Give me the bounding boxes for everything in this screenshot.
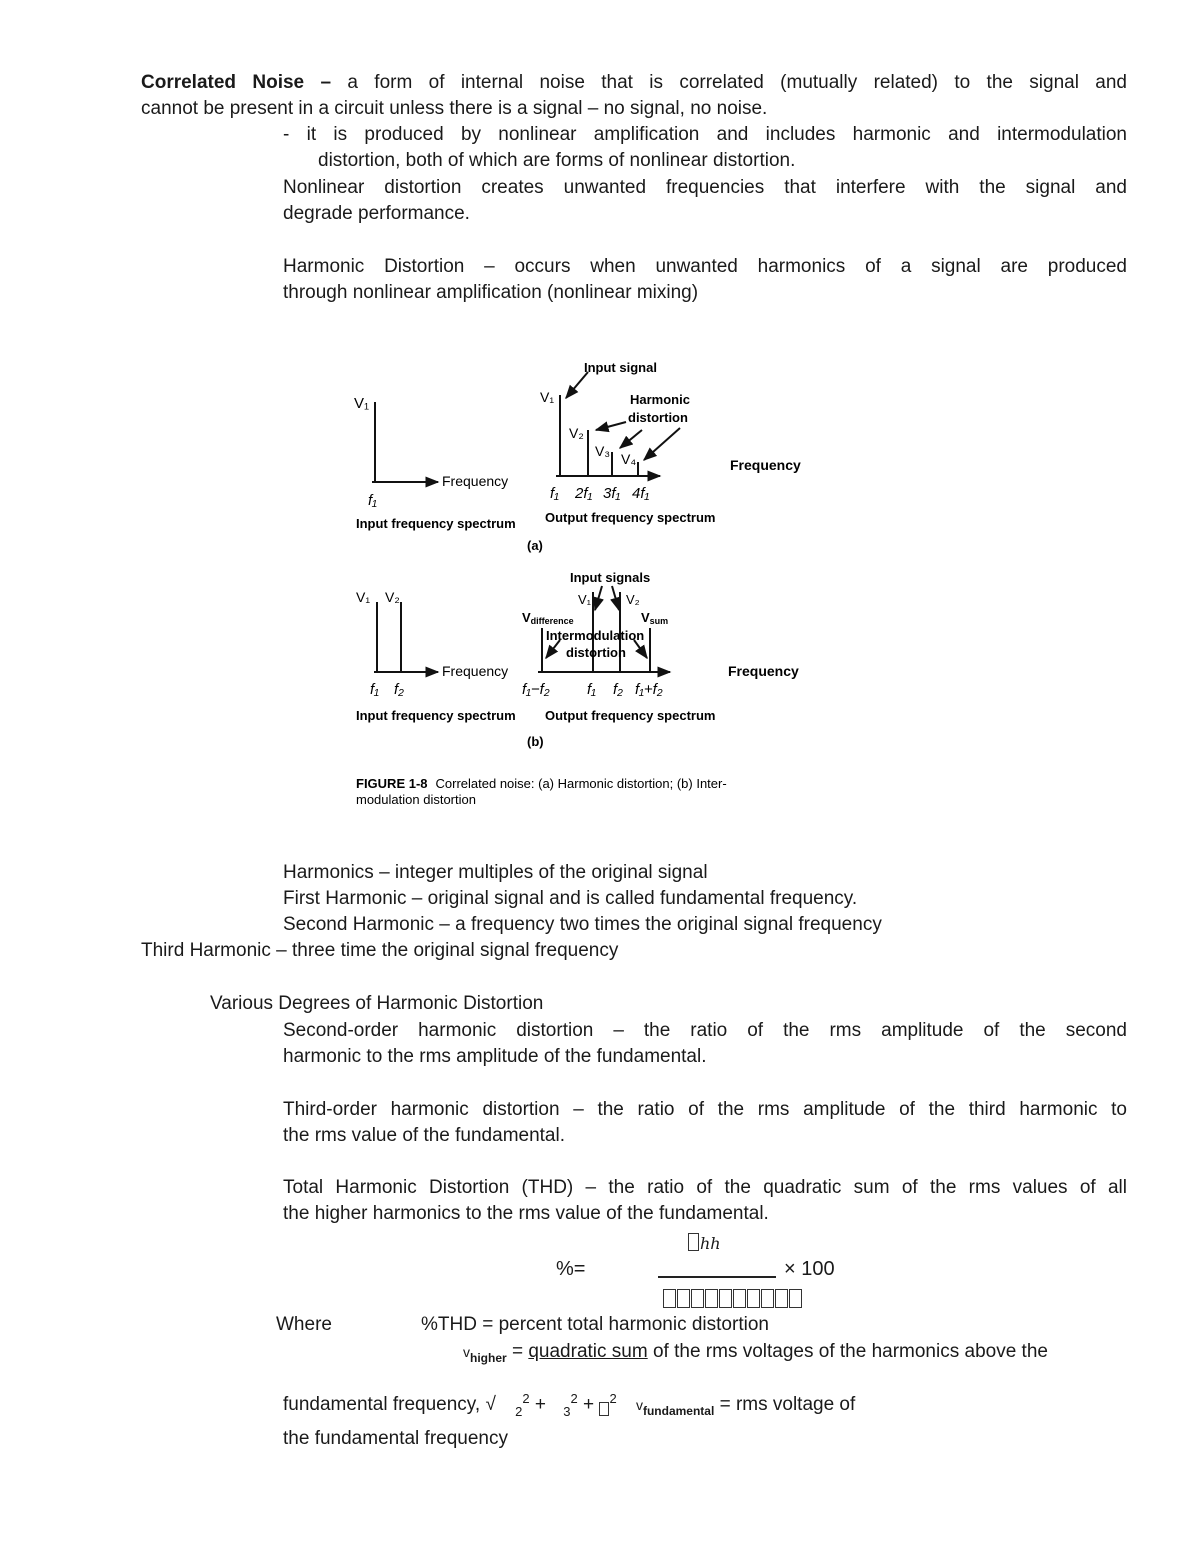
formula-box-icon-2 xyxy=(599,1402,609,1416)
second-order-line-2: harmonic to the rms amplitude of the fundamental. xyxy=(283,1046,707,1067)
formula-fraction-bar xyxy=(658,1276,776,1278)
second-order-line-1: Second-order harmonic distortion – the ratio of the rms amplitude of the second xyxy=(283,1020,1127,1041)
harmonic-arrow-2 xyxy=(620,430,642,448)
thd-line-1: Total Harmonic Distortion (THD) – the ratio of the quadratic sum of the rms values of all xyxy=(283,1177,1127,1198)
formula-lhs: %= xyxy=(556,1258,586,1280)
fig-a-frequency: Frequency xyxy=(442,473,509,489)
intro-text: a form of internal noise that is correlated (mutually related) to the signal and xyxy=(347,72,1127,93)
fig-a-distortion: distortion xyxy=(628,410,688,425)
harmonic-distortion-line-2: through nonlinear amplification (nonlinear mixing) xyxy=(283,282,699,303)
fig-a-out-4f1: 4f₁ xyxy=(632,485,650,502)
fig-b-in-f1: f₁ xyxy=(370,681,379,698)
fig-b-input-signals: Input signals xyxy=(570,570,651,585)
harmonic-arrow-1 xyxy=(596,422,626,430)
fig-a-f1: f₁ xyxy=(368,492,377,509)
second-harmonic: Second Harmonic – a frequency two times the original signal frequency xyxy=(283,914,882,935)
figure-caption-line-2: modulation distortion xyxy=(356,792,476,807)
fig-b-input-caption: Input frequency spectrum xyxy=(356,708,516,723)
formula-box-icon xyxy=(688,1233,699,1251)
fig-a-out-3f1: 3f₁ xyxy=(603,485,621,502)
intro-line-2: cannot be present in a circuit unless there is a signal – no signal, no noise. xyxy=(141,98,768,119)
third-harmonic: Third Harmonic – three time the original signal frequency xyxy=(141,940,619,961)
intro-line-1 xyxy=(141,71,1127,95)
where-label: Where xyxy=(276,1314,332,1335)
harmonic-distortion-line-1: Harmonic Distortion – occurs when unwanted harmonics of a signal are produced xyxy=(283,256,1127,277)
fig-b-distortion: distortion xyxy=(566,645,626,660)
fig-b-out-diff: f₁−f₂ xyxy=(522,681,550,698)
fig-b-out-f2: f₂ xyxy=(613,681,623,698)
fundamental-line-2: the fundamental frequency xyxy=(283,1428,508,1449)
formula-numerator: ℎℎ xyxy=(688,1232,721,1256)
input-signals-arrow-2 xyxy=(612,586,619,610)
fig-b-vsum: Vsum xyxy=(641,610,669,626)
formula-denominator xyxy=(663,1289,802,1307)
fig-b-right-frequency: Frequency xyxy=(728,663,799,679)
third-order-line-1: Third-order harmonic distortion – the ratio of the rms amplitude of the third harmonic to xyxy=(283,1099,1127,1120)
thd-line-2: the higher harmonics to the rms value of the fundamental. xyxy=(283,1203,769,1224)
fig-b-frequency: Frequency xyxy=(442,663,509,679)
thd-definition: %THD = percent total harmonic distortion xyxy=(421,1314,769,1335)
fig-b-vdiff: Vdifference xyxy=(522,610,574,626)
fundamental-line: fundamental frequency, √ $_2^2$ + $_3^2$ + $^2$ $v_{fundamental}$ = rms voltage of xyxy=(283,1391,856,1419)
fig-a-out-v3: V₃ xyxy=(595,443,611,459)
fig-b-in-v2: V₂ xyxy=(385,589,400,605)
degrees-heading: Various Degrees of Harmonic Distortion xyxy=(210,993,544,1014)
produced-line-1: - it is produced by nonlinear amplification and includes harmonic and intermodulation xyxy=(283,124,1127,145)
formula-times-100: × 100 xyxy=(784,1258,835,1280)
fig-a-harmonic: Harmonic xyxy=(630,392,690,407)
fig-a-out-v4: V₄ xyxy=(621,451,637,467)
harmonics-definition: Harmonics – integer multiples of the original signal xyxy=(283,862,708,883)
fig-a-output-caption: Output frequency spectrum xyxy=(545,510,716,525)
fig-a-input-signal: Input signal xyxy=(584,360,657,375)
figure-caption-line-1: FIGURE 1-8 Correlated noise: (a) Harmonic distortion; (b) Inter- xyxy=(356,776,727,791)
input-signal-arrow xyxy=(566,372,588,398)
figure-correlated-noise xyxy=(290,330,920,845)
vhigher-definition: $v_{higher}$ = quadratic sum of the rms voltages of the harmonics above the xyxy=(463,1341,1048,1365)
third-order-line-2: the rms value of the fundamental. xyxy=(283,1125,565,1146)
term-correlated-noise: Correlated Noise – xyxy=(141,72,332,93)
fig-b-output-caption: Output frequency spectrum xyxy=(545,708,716,723)
fig-a-input-caption: Input frequency spectrum xyxy=(356,516,516,531)
input-signals-arrow-1 xyxy=(595,586,602,610)
fig-b-out-v1: V₁ xyxy=(578,592,592,607)
nonlinear-line-2: degrade performance. xyxy=(283,203,470,224)
fig-a-out-v2: V₂ xyxy=(569,425,584,441)
fig-a-out-2f1: 2f₁ xyxy=(575,485,593,502)
nonlinear-line-1: Nonlinear distortion creates unwanted frequencies that interfere with the signal and xyxy=(283,177,1127,198)
fig-b-in-f2: f₂ xyxy=(394,681,404,698)
fig-b-out-sum: f₁+f₂ xyxy=(635,681,663,698)
fig-a-label: (a) xyxy=(527,538,543,553)
fig-b-out-v2: V₂ xyxy=(626,592,640,607)
fig-a-v1: V₁ xyxy=(354,395,370,412)
fig-b-intermod: Intermodulation xyxy=(546,628,645,643)
fig-a-out-f1: f₁ xyxy=(550,485,559,502)
fig-a-out-v1: V₁ xyxy=(540,389,555,405)
fig-b-in-v1: V₁ xyxy=(356,589,371,605)
fig-a-right-frequency: Frequency xyxy=(730,457,801,473)
fig-b-label: (b) xyxy=(527,734,544,749)
fig-b-out-f1: f₁ xyxy=(587,681,596,698)
first-harmonic: First Harmonic – original signal and is called fundamental frequency. xyxy=(283,888,858,909)
harmonic-arrow-3 xyxy=(644,428,680,460)
produced-line-2: distortion, both of which are forms of nonlinear distortion. xyxy=(318,150,796,171)
